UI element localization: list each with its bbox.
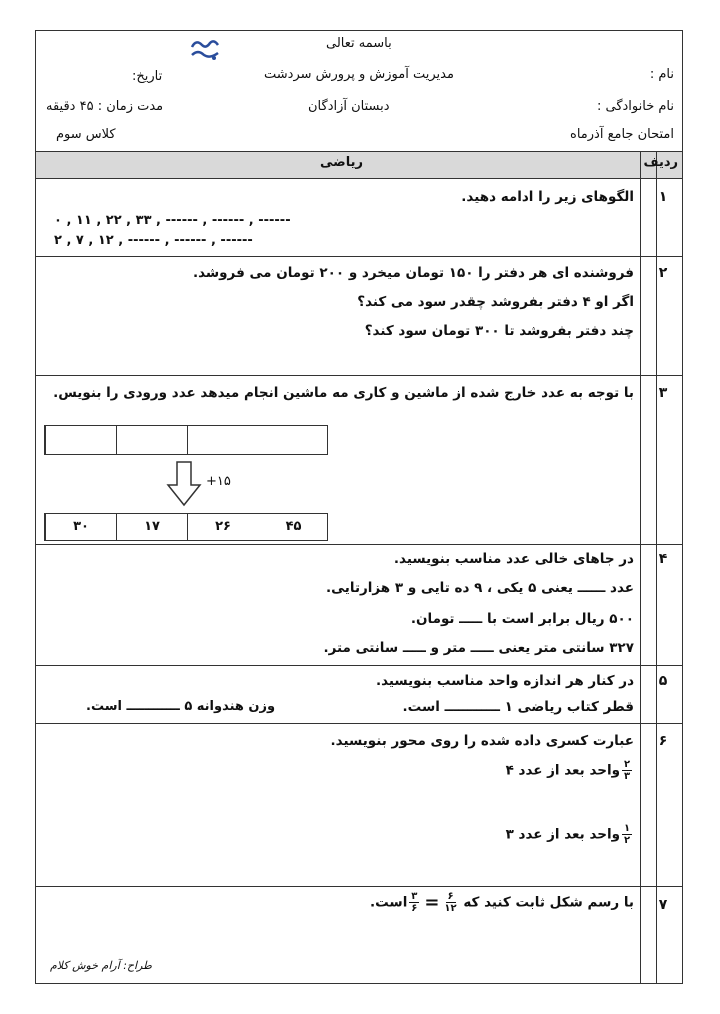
question-number: ۳ [658, 385, 668, 401]
question-2-line-3: چند دفتر بفروشد تا ۳۰۰ تومان سود کند؟ [364, 323, 634, 339]
exam-title: امتحان جامع آذرماه [570, 127, 674, 142]
question-5-line-2: وزن هندوانه ۵ ــــــــــــ است. [86, 699, 276, 714]
designer-credit: طراح: آرام خوش کلام [50, 959, 152, 972]
machine-operation: +۱۵ [206, 474, 231, 489]
exam-sheet [35, 30, 683, 984]
input-cell[interactable] [45, 426, 116, 454]
name-label: نام : [649, 67, 674, 82]
question-number: ۶ [658, 733, 668, 749]
machine-output-boxes [44, 513, 328, 541]
question-7-text: با رسم شکل ثابت کنید که $\frac{۶}{۱۲}$ = $\frac{۳}{۶}$ است. [370, 891, 634, 914]
grade-label: کلاس سوم [56, 127, 116, 142]
date-label: تاریخ: [132, 69, 163, 84]
question-1-text: الگوهای زیر را ادامه دهید. [461, 189, 634, 205]
question-2-line-2: اگر او ۴ دفتر بفروشد چقدر سود می کند؟ [357, 294, 634, 310]
question-5-line-1: قطر کتاب ریاضی ۱ ــــــــــــ است. [402, 699, 634, 715]
question-number: ۲ [658, 265, 668, 281]
fraction: $\frac{۱}{۲}$ [623, 823, 631, 846]
question-4-line-3: ۳۲۷ سانتی متر یعنی ـــــ متر و ـــــ سانتی متر. [323, 640, 634, 656]
down-arrow-icon [166, 461, 202, 507]
question-number: ۷ [658, 897, 668, 913]
subject-title: ریاضی [320, 155, 363, 170]
input-cell[interactable] [187, 426, 258, 454]
question-number: ۵ [658, 673, 668, 689]
question-4-line-1: عدد ــــــ یعنی ۵ یکی ، ۹ ده تایی و ۳ هزارتایی. [326, 580, 634, 596]
question-3-text: با توجه به عدد خارج شده از ماشین و کاری مه ماشین انجام میدهد عدد ورودی را بنویس. [53, 385, 634, 401]
pattern-line-1: ۰ , ۱۱ , ۲۲ , ۳۳ , ------ , ------ , ------ [54, 213, 291, 228]
fraction: $\frac{۳}{۶}$ [411, 891, 418, 914]
question-4-line-2: ۵۰۰ ریال برابر است با ـــــ تومان. [410, 611, 634, 627]
ministry-title: مدیریت آموزش و پرورش سردشت [264, 67, 454, 82]
question-2-line-1: فروشنده ای هر دفتر را ۱۵۰ تومان میخرد و ۲۰۰ تومان می فروشد. [192, 265, 634, 281]
question-5-text: در کنار هر اندازه واحد مناسب بنویسید. [375, 673, 634, 689]
basmala: باسمه تعالی [326, 36, 392, 51]
school-name: دبستان آزادگان [308, 99, 390, 114]
output-cell: ۳۰ [45, 514, 116, 540]
fraction: $\frac{۲}{۳}$ [623, 759, 631, 782]
machine-input-boxes [44, 425, 328, 455]
question-6-item-2: $\frac{۱}{۲}$ واحد بعد از عدد ۳ [505, 823, 631, 846]
question-4-text: در جاهای خالی عدد مناسب بنویسید. [393, 551, 634, 567]
question-number: ۴ [658, 551, 668, 567]
question-number: ۱ [658, 189, 668, 205]
question-6-text: عبارت کسری داده شده را روی محور بنویسید. [330, 733, 634, 749]
input-cell[interactable] [258, 426, 329, 454]
output-cell: ۴۵ [285, 519, 302, 534]
question-6-item-1: $\frac{۲}{۳}$ واحد بعد از عدد ۴ [505, 759, 631, 782]
logo-icon [188, 37, 222, 63]
output-cell: ۲۶ [187, 514, 258, 540]
fraction: $\frac{۶}{۱۲}$ [444, 891, 457, 914]
input-cell[interactable] [116, 426, 187, 454]
duration-label: مدت زمان : ۴۵ دقیقه [46, 99, 164, 114]
output-cell: ۱۷ [116, 514, 187, 540]
row-number-header: ردیف [643, 155, 678, 170]
pattern-line-2: ۲ , ۷ , ۱۲ , ------ , ------ , ------ [54, 233, 253, 248]
family-label: نام خانوادگی : [596, 99, 674, 114]
